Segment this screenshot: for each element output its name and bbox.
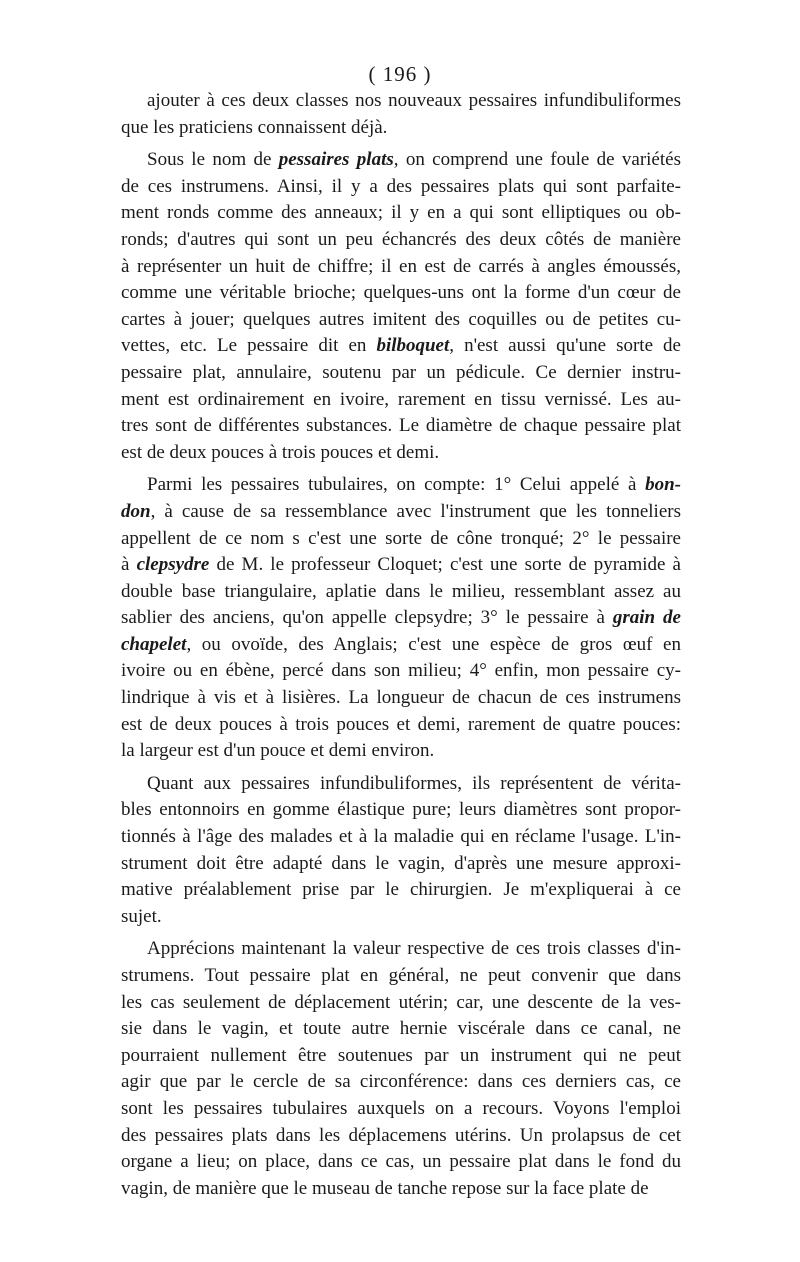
text-line bbox=[121, 658, 681, 685]
text-run: à représenter un huit de chiffre; il en est de carrés à angles émoussés, bbox=[121, 255, 681, 277]
text-run: Quant aux pessaires infundibuliformes, ils représentent de vérita- bbox=[147, 772, 681, 794]
text-line bbox=[121, 200, 681, 227]
text-run: organe a lieu; on place, dans ce cas, un pessaire plat dans le fond du bbox=[121, 1151, 681, 1173]
text-line bbox=[121, 605, 681, 632]
text-run: bles entonnoirs en gomme élastique pure; leurs diamètres sont propor- bbox=[121, 799, 681, 821]
text-line bbox=[121, 685, 681, 712]
text-run: pessaire plat, annulaire, soutenu par un pédicule. Ce dernier instru- bbox=[121, 361, 681, 383]
text-line bbox=[121, 1043, 681, 1070]
text-run: Apprécions maintenant la valeur respective de ces trois classes d'in- bbox=[147, 938, 681, 960]
text-run: mative préalablement prise par le chirurgien. Je m'expliquerai à ce bbox=[121, 879, 681, 901]
italic-term: clepsydre bbox=[136, 554, 210, 576]
paragraph bbox=[121, 472, 681, 765]
text-run: , à cause de sa ressemblance avec l'instrument que les tonneliers bbox=[150, 500, 681, 522]
text-line bbox=[121, 440, 681, 467]
text-run: vettes, etc. Le pessaire dit en bbox=[121, 335, 377, 357]
text-line bbox=[121, 1069, 681, 1096]
text-line bbox=[121, 990, 681, 1017]
text-run: double base triangulaire, aplatie dans le milieu, ressemblant assez au bbox=[121, 580, 681, 602]
text-run: cartes à jouer; quelques autres imitent des coquilles ou de petites cu- bbox=[121, 308, 681, 330]
text-line bbox=[121, 824, 681, 851]
text-run: tionnés à l'âge des malades et à la maladie qui en réclame l'usage. L'in- bbox=[121, 826, 681, 848]
paragraph bbox=[121, 88, 681, 141]
text-line bbox=[121, 552, 681, 579]
text-run: ment est ordinairement en ivoire, rarement en tissu vernissé. Les au- bbox=[121, 388, 681, 410]
text-run: sont les pessaires tubulaires auxquels on a recours. Voyons l'emploi bbox=[121, 1097, 681, 1119]
italic-term: don bbox=[121, 500, 151, 522]
paragraph bbox=[121, 936, 681, 1202]
text-run: , ou ovoïde, des Anglais; c'est une espèce de gros œuf en bbox=[186, 633, 681, 655]
text-line bbox=[121, 88, 681, 115]
paragraph bbox=[121, 147, 681, 466]
text-line bbox=[121, 174, 681, 201]
text-line bbox=[121, 963, 681, 990]
text-line bbox=[121, 307, 681, 334]
text-run: Sous le nom de bbox=[147, 149, 279, 171]
text-line bbox=[121, 712, 681, 739]
italic-term: bilboquet bbox=[376, 335, 450, 357]
italic-term: bon- bbox=[645, 474, 681, 496]
text-run: lindrique à vis et à lisières. La longueur de chacun de ces instrumens bbox=[121, 687, 681, 709]
body-text bbox=[121, 88, 681, 1208]
text-run: les cas seulement de déplacement utérin; car, une descente de la ves- bbox=[121, 991, 681, 1013]
text-line bbox=[121, 254, 681, 281]
text-run: agir que par le cercle de sa circonférence: dans ces derniers cas, ce bbox=[121, 1071, 681, 1093]
text-line bbox=[121, 472, 681, 499]
text-run: est de deux pouces à trois pouces et demi. bbox=[121, 441, 440, 463]
text-line bbox=[121, 333, 681, 360]
italic-term: grain de bbox=[612, 607, 681, 629]
text-run: vagin, de manière que le museau de tanche repose sur la face plate de bbox=[121, 1177, 649, 1199]
text-line bbox=[121, 413, 681, 440]
text-run: pourraient nullement être soutenues par un instrument qui ne peut bbox=[121, 1044, 681, 1066]
text-line bbox=[121, 1123, 681, 1150]
text-line bbox=[121, 499, 681, 526]
text-line bbox=[121, 771, 681, 798]
text-run: ronds; d'autres qui sont un peu échancrés des deux côtés de manière bbox=[121, 228, 681, 250]
text-line bbox=[121, 1096, 681, 1123]
text-line bbox=[121, 851, 681, 878]
paragraph bbox=[121, 771, 681, 931]
text-line bbox=[121, 360, 681, 387]
text-run: , on comprend une foule de variétés bbox=[393, 149, 681, 171]
text-line bbox=[121, 227, 681, 254]
text-run: Parmi les pessaires tubulaires, on compte: 1° Celui appelé à bbox=[147, 474, 646, 496]
text-run: ment ronds comme des anneaux; il y en a qui sont elliptiques ou ob- bbox=[121, 202, 681, 224]
text-line bbox=[121, 1176, 681, 1203]
text-run: que les praticiens connaissent déjà. bbox=[121, 116, 388, 138]
text-line bbox=[121, 280, 681, 307]
text-run: ajouter à ces deux classes nos nouveaux pessaires infundibuliformes bbox=[147, 90, 681, 111]
text-run: ivoire ou en ébène, percé dans son milieu; 4° enfin, mon pessaire cy- bbox=[121, 660, 681, 682]
text-line bbox=[121, 115, 681, 142]
text-run: , n'est aussi qu'une sorte de bbox=[449, 335, 681, 357]
text-run: de M. le professeur Cloquet; c'est une sorte de pyramide à bbox=[209, 554, 681, 576]
text-line bbox=[121, 1016, 681, 1043]
text-run: comme une véritable brioche; quelques-uns ont la forme d'un cœur de bbox=[121, 282, 681, 304]
text-run: strument doit être adapté dans le vagin, d'après une mesure approxi- bbox=[121, 852, 681, 874]
text-line bbox=[121, 936, 681, 963]
text-line bbox=[121, 387, 681, 414]
text-run: sablier des anciens, qu'on appelle clepsydre; 3° le pessaire à bbox=[121, 607, 613, 629]
text-run: sujet. bbox=[121, 905, 162, 927]
text-line bbox=[121, 526, 681, 553]
text-run: est de deux pouces à trois pouces et demi, rarement de quatre pouces: bbox=[121, 713, 681, 735]
text-line bbox=[121, 579, 681, 606]
text-line bbox=[121, 632, 681, 659]
text-run: tres sont de différentes substances. Le diamètre de chaque pessaire plat bbox=[121, 415, 681, 437]
text-line bbox=[121, 877, 681, 904]
text-line bbox=[121, 797, 681, 824]
text-line bbox=[121, 1149, 681, 1176]
text-run: appellent de ce nom s c'est une sorte de cône tronqué; 2° le pessaire bbox=[121, 527, 681, 549]
text-line bbox=[121, 738, 681, 765]
text-run: strumens. Tout pessaire plat en général, ne peut convenir que dans bbox=[121, 965, 681, 986]
text-run: la largeur est d'un pouce et demi environ. bbox=[121, 740, 435, 762]
text-line bbox=[121, 147, 681, 174]
text-run: des pessaires plats dans les déplacemens utérins. Un prolapsus de cet bbox=[121, 1124, 681, 1146]
italic-term: pessaires plats bbox=[278, 149, 394, 171]
page-number: ( 196 ) bbox=[368, 62, 432, 86]
text-run: sie dans le vagin, et toute autre hernie viscérale dans ce canal, ne bbox=[121, 1018, 681, 1040]
text-line bbox=[121, 904, 681, 931]
text-run: à bbox=[121, 554, 137, 576]
italic-term: chapelet bbox=[121, 633, 187, 655]
text-run: de ces instrumens. Ainsi, il y a des pessaires plats qui sont parfaite- bbox=[121, 175, 681, 197]
